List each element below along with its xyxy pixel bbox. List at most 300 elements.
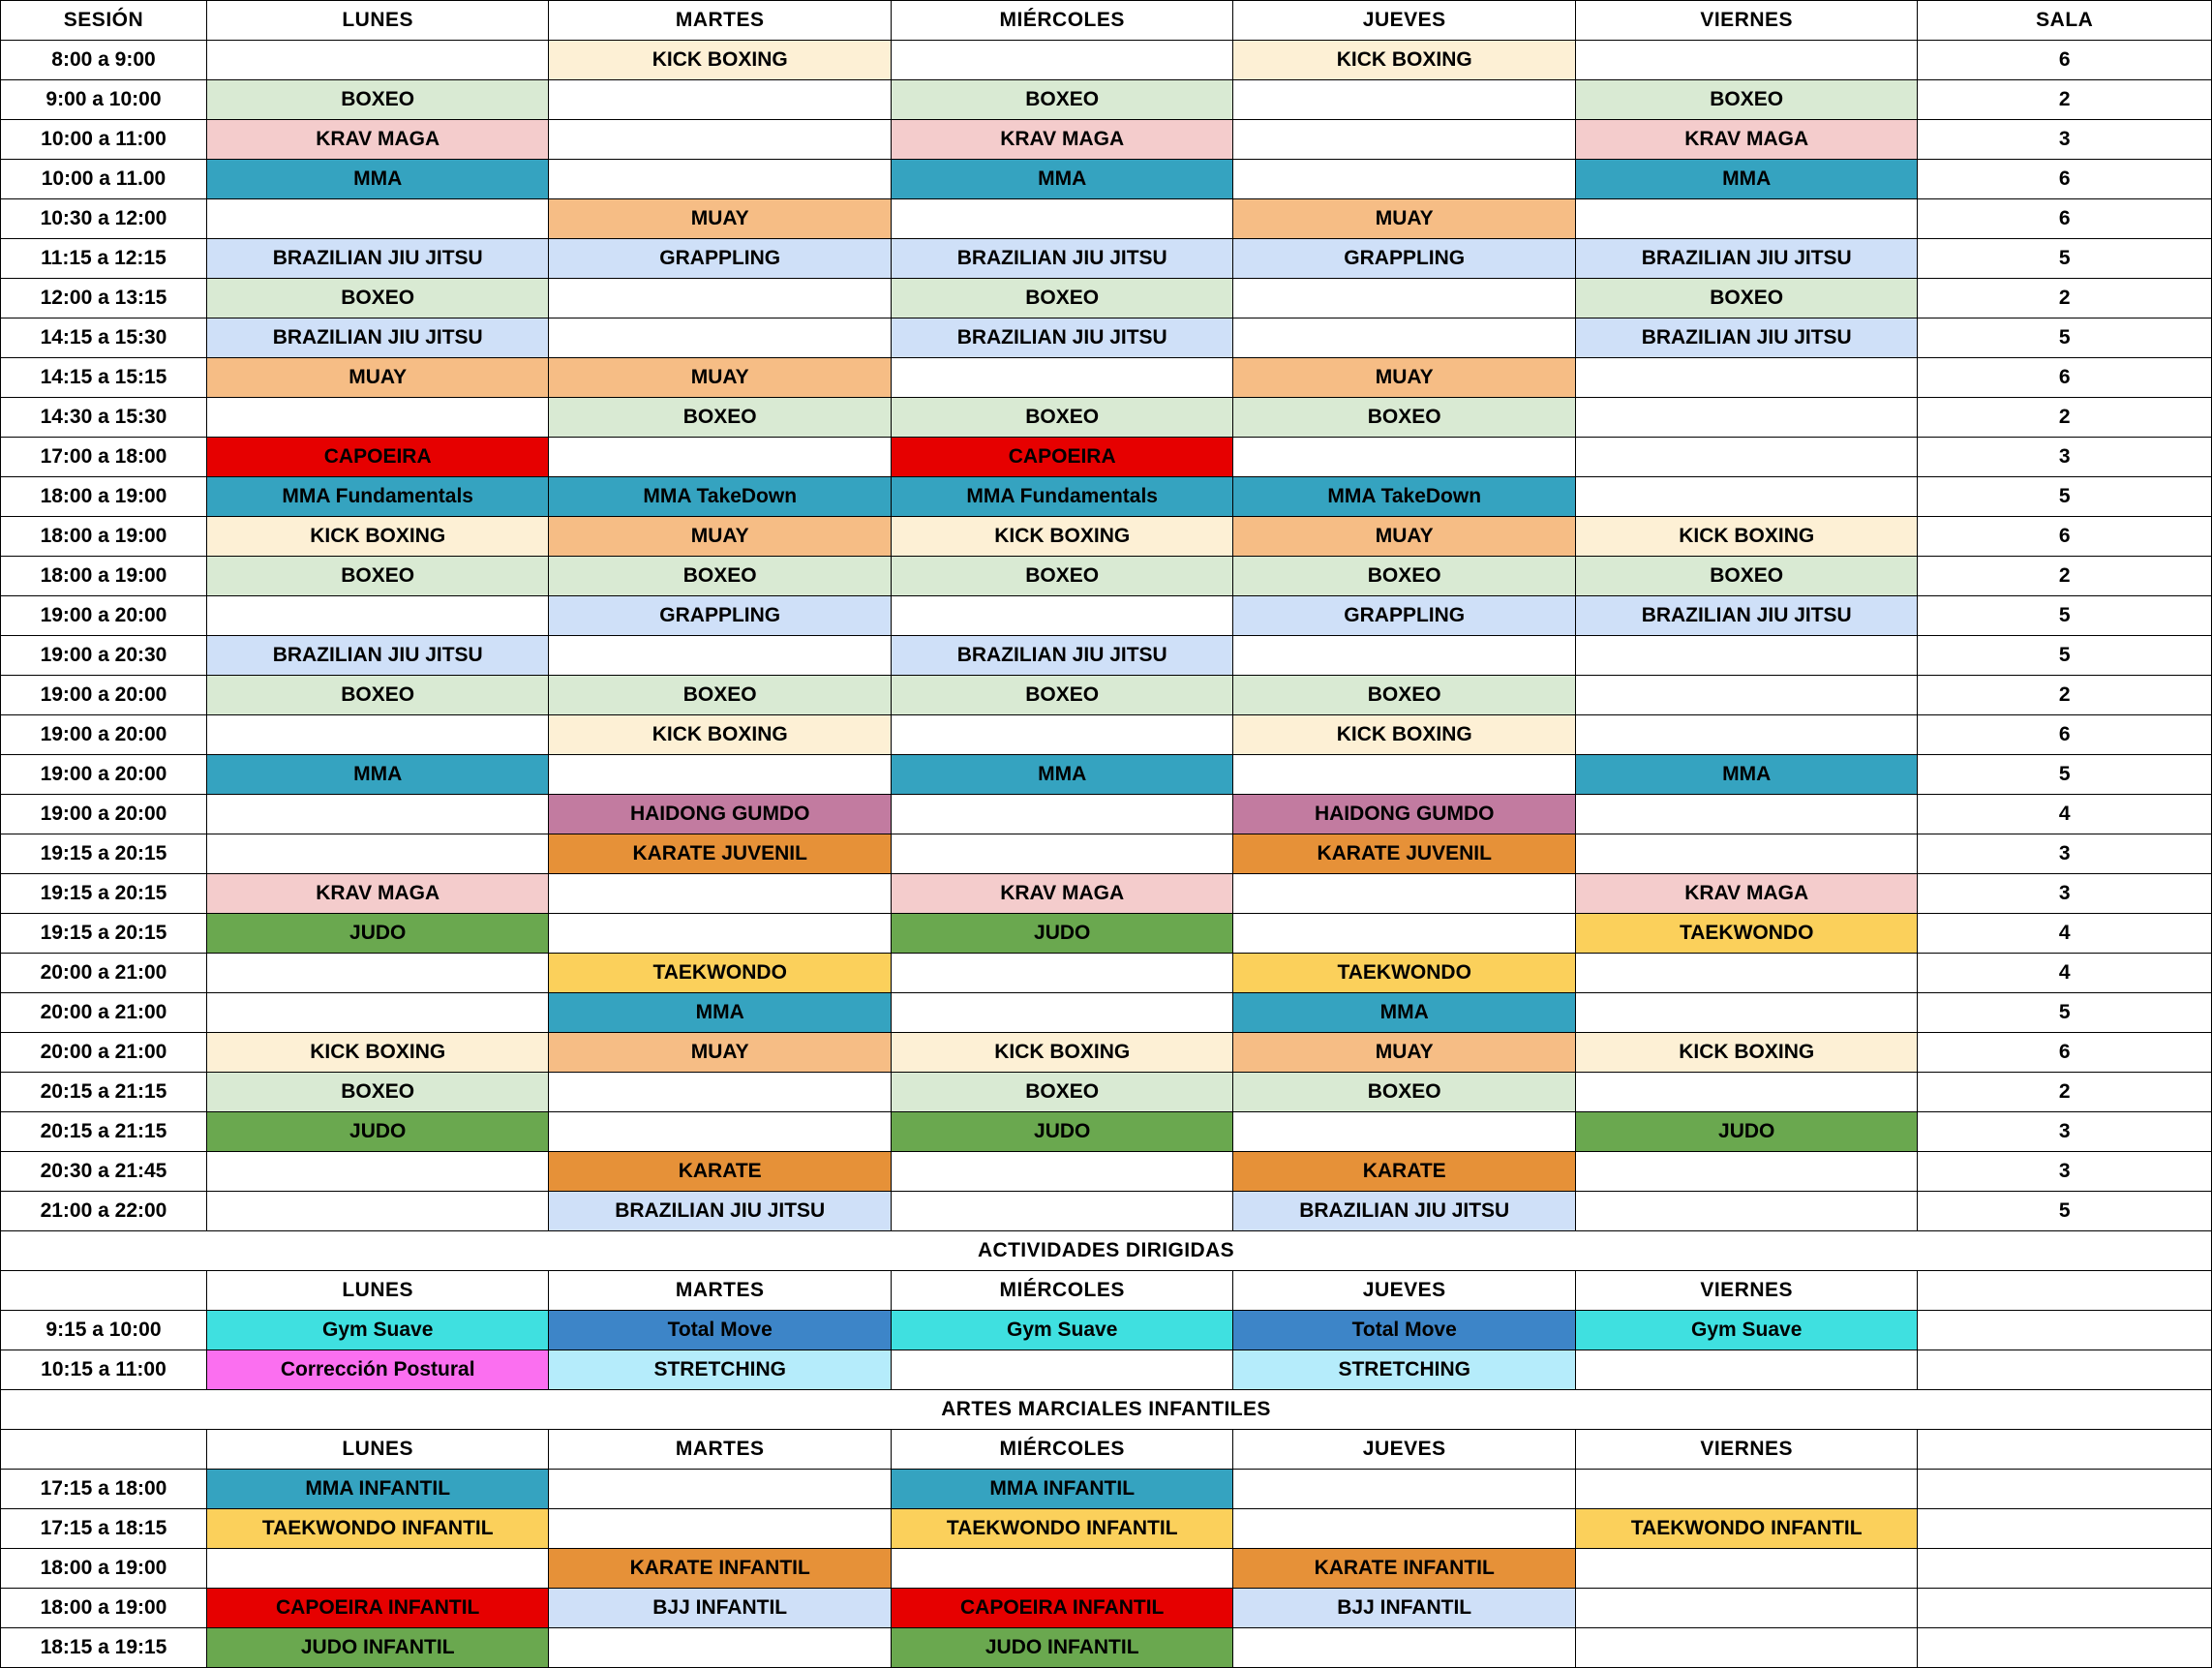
infantiles-class-cell[interactable] (891, 1509, 1233, 1549)
main-row-20-sala: 4 (1918, 795, 2212, 834)
main-class-cell[interactable] (891, 279, 1233, 318)
class-label: BOXEO (1367, 564, 1441, 587)
main-class-cell[interactable] (1575, 80, 1918, 120)
main-row-15-time: 19:00 a 20:00 (1, 596, 207, 636)
main-class-cell[interactable] (1575, 120, 1918, 160)
infantiles-class-cell[interactable] (891, 1589, 1233, 1628)
class-label: STRETCHING (653, 1358, 786, 1380)
table-row (1, 1112, 2212, 1152)
infantiles-class-cell[interactable] (1233, 1589, 1576, 1628)
main-header-row (1, 1, 2212, 41)
main-empty-cell (206, 834, 549, 874)
infantiles-class-cell[interactable] (206, 1589, 549, 1628)
main-class-cell[interactable] (549, 596, 892, 636)
main-row-7-sala: 2 (1918, 279, 2212, 318)
main-row-28-time: 20:15 a 21:15 (1, 1112, 207, 1152)
main-row-9-sala: 6 (1918, 358, 2212, 398)
main-class-cell[interactable] (1233, 557, 1576, 596)
main-class-cell[interactable] (549, 1152, 892, 1192)
class-label: KARATE JUVENIL (1317, 842, 1492, 864)
class-label (1233, 81, 1575, 118)
main-empty-cell (549, 914, 892, 954)
class-label: MUAY (690, 1041, 749, 1063)
main-class-cell[interactable] (206, 557, 549, 596)
main-class-cell[interactable] (206, 318, 549, 358)
main-empty-cell (206, 715, 549, 755)
main-row-11-time: 17:00 a 18:00 (1, 438, 207, 477)
main-class-cell[interactable] (1233, 1073, 1576, 1112)
class-label: BOXEO (682, 406, 757, 428)
table-row (1, 438, 2212, 477)
class-label: KRAV MAGA (316, 128, 440, 150)
main-row-19-time: 19:00 a 20:00 (1, 755, 207, 795)
main-class-cell[interactable] (891, 557, 1233, 596)
main-class-cell[interactable] (1575, 1112, 1918, 1152)
table-row (1, 1152, 2212, 1192)
main-empty-cell (891, 199, 1233, 239)
class-label (207, 796, 549, 833)
class-label: BRAZILIAN JIU JITSU (615, 1199, 826, 1222)
main-class-cell[interactable] (1575, 279, 1918, 318)
infantiles-class-cell[interactable] (1233, 1549, 1576, 1589)
class-label: BOXEO (1710, 287, 1784, 309)
class-label (1576, 637, 1918, 674)
class-label (1576, 677, 1918, 713)
main-class-cell[interactable] (206, 914, 549, 954)
class-label (1233, 875, 1575, 912)
main-class-cell[interactable] (891, 318, 1233, 358)
class-label (1576, 716, 1918, 753)
infantiles-empty-cell (206, 1549, 549, 1589)
infantiles-class-cell[interactable] (891, 1470, 1233, 1509)
main-empty-cell (549, 279, 892, 318)
class-label: KARATE (1362, 1160, 1446, 1182)
main-row-29-sala: 3 (1918, 1152, 2212, 1192)
class-label: MMA (1722, 763, 1772, 785)
main-class-cell[interactable] (1233, 1192, 1576, 1231)
main-class-cell[interactable] (1233, 398, 1576, 438)
main-class-cell[interactable] (549, 358, 892, 398)
infantiles-header-day-4: JUEVES (1233, 1430, 1576, 1470)
class-label: KICK BOXING (1679, 525, 1815, 547)
main-empty-cell (1575, 993, 1918, 1033)
main-row-27-time: 20:15 a 21:15 (1, 1073, 207, 1112)
main-class-cell[interactable] (206, 160, 549, 199)
infantiles-row-3-time: 18:00 a 19:00 (1, 1549, 207, 1589)
class-label (1233, 756, 1575, 793)
class-label (549, 121, 891, 158)
class-label (1576, 1351, 1918, 1388)
main-empty-cell (549, 1073, 892, 1112)
main-empty-cell (549, 636, 892, 676)
class-label: HAIDONG GUMDO (1314, 803, 1495, 825)
main-empty-cell (891, 1152, 1233, 1192)
main-class-cell[interactable] (891, 239, 1233, 279)
main-class-cell[interactable] (1575, 596, 1918, 636)
class-label (207, 597, 549, 634)
main-empty-cell (1233, 914, 1576, 954)
class-label: JUDO INFANTIL (985, 1636, 1139, 1658)
dirigidas-class-cell[interactable] (206, 1350, 549, 1390)
dirigidas-class-cell[interactable] (549, 1350, 892, 1390)
class-label: KICK BOXING (994, 525, 1131, 547)
class-label: TAEKWONDO (1679, 922, 1814, 944)
main-class-cell[interactable] (1233, 993, 1576, 1033)
class-label: BOXEO (1367, 406, 1441, 428)
main-class-cell[interactable] (549, 517, 892, 557)
dirigidas-header-day-4: JUEVES (1233, 1271, 1576, 1311)
main-header-day-4: JUEVES (1233, 1, 1576, 41)
main-class-cell[interactable] (1233, 676, 1576, 715)
class-label (892, 1550, 1233, 1587)
main-class-cell[interactable] (549, 1192, 892, 1231)
main-empty-cell (1575, 1192, 1918, 1231)
class-label: BOXEO (1710, 88, 1784, 110)
table-row (1, 398, 2212, 438)
class-label (549, 81, 891, 118)
class-label: BJJ INFANTIL (652, 1596, 788, 1619)
infantiles-class-cell[interactable] (549, 1549, 892, 1589)
main-empty-cell (1233, 755, 1576, 795)
class-label: KRAV MAGA (1000, 882, 1125, 904)
main-row-4-sala: 6 (1918, 160, 2212, 199)
main-class-cell[interactable] (1575, 1033, 1918, 1073)
main-empty-cell (206, 41, 549, 80)
main-row-21-sala: 3 (1918, 834, 2212, 874)
table-row (1, 755, 2212, 795)
class-label: JUDO (1034, 922, 1091, 944)
main-empty-cell (1233, 160, 1576, 199)
main-class-cell[interactable] (891, 755, 1233, 795)
class-label (1233, 915, 1575, 952)
class-label: KARATE (678, 1160, 762, 1182)
class-label: MMA (695, 1001, 744, 1023)
main-class-cell[interactable] (1233, 1152, 1576, 1192)
main-class-cell[interactable] (549, 676, 892, 715)
main-class-cell[interactable] (206, 358, 549, 398)
class-label: Total Move (1351, 1319, 1457, 1341)
class-label (1233, 319, 1575, 356)
dirigidas-class-cell[interactable] (1233, 1350, 1576, 1390)
main-empty-cell (549, 120, 892, 160)
main-class-cell[interactable] (549, 199, 892, 239)
table-row (1, 557, 2212, 596)
main-class-cell[interactable] (1575, 557, 1918, 596)
main-class-cell[interactable] (1233, 199, 1576, 239)
class-label (549, 915, 891, 952)
main-class-cell[interactable] (891, 477, 1233, 517)
infantiles-row-3-sala (1918, 1549, 2212, 1589)
section-title-artes-marciales-infantiles: ARTES MARCIALES INFANTILES (1, 1390, 2212, 1430)
main-empty-cell (1233, 636, 1576, 676)
table-row (1, 120, 2212, 160)
infantiles-header-day-1: LUNES (206, 1430, 549, 1470)
main-class-cell[interactable] (206, 80, 549, 120)
class-label (1576, 1629, 1918, 1666)
main-empty-cell (1575, 795, 1918, 834)
main-row-22-time: 19:15 a 20:15 (1, 874, 207, 914)
main-class-cell[interactable] (206, 636, 549, 676)
main-empty-cell (549, 318, 892, 358)
table-row (1, 874, 2212, 914)
main-class-cell[interactable] (549, 239, 892, 279)
main-class-cell[interactable] (891, 120, 1233, 160)
main-class-cell[interactable] (1575, 239, 1918, 279)
main-class-cell[interactable] (1233, 517, 1576, 557)
main-class-cell[interactable] (206, 438, 549, 477)
main-row-8-sala: 5 (1918, 318, 2212, 358)
class-label (1233, 161, 1575, 197)
dirigidas-header-row (1, 1271, 2212, 1311)
main-class-cell[interactable] (891, 1033, 1233, 1073)
main-class-cell[interactable] (549, 834, 892, 874)
main-empty-cell (206, 199, 549, 239)
class-label: KRAV MAGA (316, 882, 440, 904)
main-class-cell[interactable] (1575, 160, 1918, 199)
main-class-cell[interactable] (891, 1073, 1233, 1112)
infantiles-empty-cell (549, 1509, 892, 1549)
main-empty-cell (1233, 874, 1576, 914)
main-class-cell[interactable] (1233, 358, 1576, 398)
main-class-cell[interactable] (1575, 318, 1918, 358)
main-empty-cell (891, 993, 1233, 1033)
main-empty-cell (891, 1192, 1233, 1231)
infantiles-row-4-sala (1918, 1589, 2212, 1628)
main-class-cell[interactable] (891, 1112, 1233, 1152)
main-class-cell[interactable] (891, 874, 1233, 914)
infantiles-class-cell[interactable] (206, 1628, 549, 1668)
class-label: BOXEO (341, 1080, 415, 1103)
main-empty-cell (1575, 438, 1918, 477)
main-class-cell[interactable] (1233, 41, 1576, 80)
main-row-26-time: 20:00 a 21:00 (1, 1033, 207, 1073)
class-label (892, 1153, 1233, 1190)
main-empty-cell (549, 755, 892, 795)
class-label (549, 875, 891, 912)
main-class-cell[interactable] (1233, 954, 1576, 993)
infantiles-empty-cell (1233, 1470, 1576, 1509)
main-class-cell[interactable] (1233, 834, 1576, 874)
dirigidas-class-cell[interactable] (549, 1311, 892, 1350)
main-class-cell[interactable] (549, 1033, 892, 1073)
table-row (1, 676, 2212, 715)
main-empty-cell (206, 596, 549, 636)
main-class-cell[interactable] (549, 557, 892, 596)
main-class-cell[interactable] (206, 517, 549, 557)
main-class-cell[interactable] (891, 160, 1233, 199)
class-label (1233, 280, 1575, 317)
class-label: BOXEO (1367, 1080, 1441, 1103)
main-class-cell[interactable] (549, 993, 892, 1033)
class-label: Corrección Postural (280, 1358, 475, 1380)
table-row (1, 358, 2212, 398)
main-class-cell[interactable] (1575, 914, 1918, 954)
main-empty-cell (891, 715, 1233, 755)
class-label: BOXEO (1025, 88, 1100, 110)
main-class-cell[interactable] (549, 954, 892, 993)
main-row-6-time: 11:15 a 12:15 (1, 239, 207, 279)
table-row (1, 914, 2212, 954)
main-empty-cell (1575, 834, 1918, 874)
section-title-actividades-dirigidas: ACTIVIDADES DIRIGIDAS (1, 1231, 2212, 1271)
main-row-17-time: 19:00 a 20:00 (1, 676, 207, 715)
class-label: CAPOEIRA (323, 445, 432, 468)
main-empty-cell (1575, 199, 1918, 239)
class-label: MMA TakeDown (643, 485, 798, 507)
main-class-cell[interactable] (206, 279, 549, 318)
main-class-cell[interactable] (1575, 517, 1918, 557)
dirigidas-row-2-sala (1918, 1350, 2212, 1390)
infantiles-empty-cell (1233, 1628, 1576, 1668)
class-label: GRAPPLING (659, 604, 781, 626)
class-label (1576, 1590, 1918, 1626)
main-class-cell[interactable] (1233, 477, 1576, 517)
main-class-cell[interactable] (206, 676, 549, 715)
class-label: KRAV MAGA (1684, 882, 1809, 904)
main-row-7-time: 12:00 a 13:15 (1, 279, 207, 318)
class-label (549, 1629, 891, 1666)
dirigidas-row-1-time: 9:15 a 10:00 (1, 1311, 207, 1350)
main-class-cell[interactable] (891, 80, 1233, 120)
class-label (892, 796, 1233, 833)
dirigidas-class-cell[interactable] (891, 1311, 1233, 1350)
infantiles-class-cell[interactable] (549, 1589, 892, 1628)
main-class-cell[interactable] (1575, 755, 1918, 795)
main-class-cell[interactable] (206, 755, 549, 795)
class-label (1576, 1153, 1918, 1190)
main-empty-cell (891, 954, 1233, 993)
table-row (1, 1033, 2212, 1073)
main-class-cell[interactable] (549, 795, 892, 834)
main-row-11-sala: 3 (1918, 438, 2212, 477)
main-class-cell[interactable] (1233, 239, 1576, 279)
class-label: BRAZILIAN JIU JITSU (272, 644, 483, 666)
main-row-14-sala: 2 (1918, 557, 2212, 596)
infantiles-empty-cell (549, 1628, 892, 1668)
class-label (1233, 1471, 1575, 1507)
class-label (207, 42, 549, 78)
dirigidas-header-sala (1918, 1271, 2212, 1311)
infantiles-row-1-time: 17:15 a 18:00 (1, 1470, 207, 1509)
dirigidas-empty-cell (1575, 1350, 1918, 1390)
class-label: MUAY (348, 366, 408, 388)
main-empty-cell (206, 1192, 549, 1231)
dirigidas-row-2-time: 10:15 a 11:00 (1, 1350, 207, 1390)
infantiles-header-day-3: MIÉRCOLES (891, 1430, 1233, 1470)
class-label: Gym Suave (322, 1319, 434, 1341)
section-title-actividades-dirigidas-row (1, 1231, 2212, 1271)
main-class-cell[interactable] (549, 398, 892, 438)
main-class-cell[interactable] (206, 1073, 549, 1112)
infantiles-empty-cell (1575, 1589, 1918, 1628)
class-label (892, 597, 1233, 634)
class-label (549, 1510, 891, 1547)
class-label (892, 994, 1233, 1031)
main-class-cell[interactable] (549, 41, 892, 80)
class-label: BOXEO (1025, 287, 1100, 309)
main-row-25-time: 20:00 a 21:00 (1, 993, 207, 1033)
table-row (1, 834, 2212, 874)
main-empty-cell (891, 41, 1233, 80)
main-class-cell[interactable] (206, 1112, 549, 1152)
main-class-cell[interactable] (891, 517, 1233, 557)
main-class-cell[interactable] (1575, 874, 1918, 914)
main-class-cell[interactable] (1233, 596, 1576, 636)
main-empty-cell (1575, 954, 1918, 993)
table-row (1, 954, 2212, 993)
table-row (1, 80, 2212, 120)
main-class-cell[interactable] (549, 715, 892, 755)
class-label (892, 42, 1233, 78)
main-class-cell[interactable] (891, 914, 1233, 954)
main-empty-cell (549, 80, 892, 120)
main-empty-cell (1575, 636, 1918, 676)
main-class-cell[interactable] (206, 1033, 549, 1073)
main-empty-cell (1233, 80, 1576, 120)
main-class-cell[interactable] (891, 438, 1233, 477)
class-label: MMA TakeDown (1327, 485, 1482, 507)
infantiles-row-5-time: 18:15 a 19:15 (1, 1628, 207, 1668)
class-label: JUDO (349, 1120, 407, 1142)
class-label: JUDO (1034, 1120, 1091, 1142)
class-label (892, 200, 1233, 237)
class-label: BRAZILIAN JIU JITSU (956, 326, 1167, 349)
main-empty-cell (1575, 358, 1918, 398)
class-label: BRAZILIAN JIU JITSU (956, 247, 1167, 269)
dirigidas-class-cell[interactable] (1233, 1311, 1576, 1350)
main-empty-cell (1233, 1112, 1576, 1152)
main-class-cell[interactable] (891, 398, 1233, 438)
main-header-day-2: MARTES (549, 1, 892, 41)
main-row-4-time: 10:00 a 11.00 (1, 160, 207, 199)
main-row-21-time: 19:15 a 20:15 (1, 834, 207, 874)
table-row (1, 1350, 2212, 1390)
class-label (207, 835, 549, 872)
class-label (892, 955, 1233, 991)
main-class-cell[interactable] (206, 477, 549, 517)
infantiles-row-4-time: 18:00 a 19:00 (1, 1589, 207, 1628)
class-label: BOXEO (682, 564, 757, 587)
main-class-cell[interactable] (549, 477, 892, 517)
main-class-cell[interactable] (206, 239, 549, 279)
dirigidas-class-cell[interactable] (206, 1311, 549, 1350)
infantiles-class-cell[interactable] (891, 1628, 1233, 1668)
class-label (549, 319, 891, 356)
main-class-cell[interactable] (891, 676, 1233, 715)
main-empty-cell (891, 834, 1233, 874)
class-label: MUAY (1375, 525, 1434, 547)
main-class-cell[interactable] (206, 874, 549, 914)
class-label: TAEKWONDO (652, 961, 787, 984)
main-empty-cell (206, 795, 549, 834)
main-class-cell[interactable] (891, 636, 1233, 676)
infantiles-class-cell[interactable] (1575, 1509, 1918, 1549)
main-class-cell[interactable] (1233, 715, 1576, 755)
table-row (1, 1589, 2212, 1628)
main-class-cell[interactable] (1233, 1033, 1576, 1073)
infantiles-class-cell[interactable] (206, 1509, 549, 1549)
main-row-2-time: 9:00 a 10:00 (1, 80, 207, 120)
class-label (1576, 359, 1918, 396)
dirigidas-class-cell[interactable] (1575, 1311, 1918, 1350)
class-label: MUAY (1375, 366, 1434, 388)
main-class-cell[interactable] (1233, 795, 1576, 834)
main-row-23-sala: 4 (1918, 914, 2212, 954)
main-class-cell[interactable] (206, 120, 549, 160)
table-row (1, 1509, 2212, 1549)
infantiles-class-cell[interactable] (206, 1470, 549, 1509)
main-empty-cell (549, 874, 892, 914)
